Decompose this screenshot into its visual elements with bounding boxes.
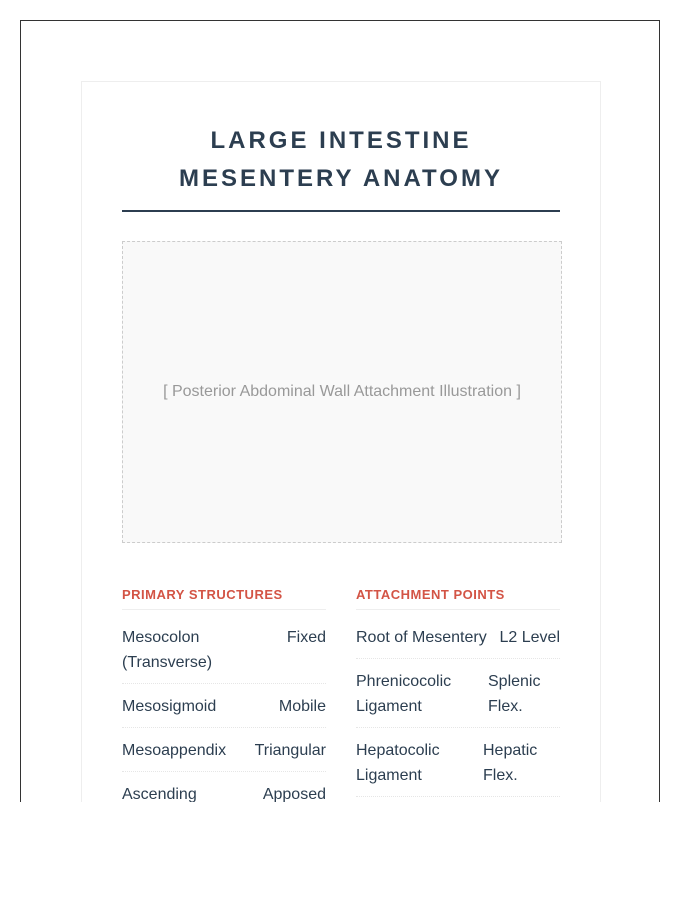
- table-row: [122, 625, 326, 684]
- row-label: Root of Mesentery: [356, 629, 487, 646]
- table-row: [122, 738, 326, 772]
- table-row: [356, 669, 560, 728]
- row-value: Hepatic Flex.: [483, 742, 538, 784]
- row-label: Mesoappendix: [122, 742, 227, 759]
- attachment-points-section: [356, 587, 560, 802]
- page-title: LARGE INTESTINE MESENTERY ANATOMY: [179, 127, 503, 192]
- row-label: Hepatocolic Ligament: [356, 742, 440, 784]
- page-frame: [20, 20, 660, 802]
- row-value: L2 Level: [499, 629, 560, 646]
- table-row: [356, 625, 560, 659]
- row-value: Apposed: [262, 786, 326, 802]
- title-divider: [122, 210, 560, 212]
- table-row: [122, 782, 326, 802]
- table-row: [356, 738, 560, 797]
- illustration-placeholder: [122, 241, 562, 543]
- content-card: [81, 81, 601, 802]
- row-label: Phrenicocolic Ligament: [356, 673, 452, 715]
- primary-structures-heading: PRIMARY STRUCTURES: [122, 587, 326, 610]
- row-value: Splenic Flex.: [488, 673, 541, 715]
- row-label: Mesocolon (Transverse): [122, 629, 213, 671]
- row-value: Mobile: [278, 698, 326, 715]
- attachment-points-heading: ATTACHMENT POINTS: [356, 587, 560, 610]
- illustration-placeholder-text: [ Posterior Abdominal Wall Attachment Illustration ]: [163, 383, 521, 400]
- row-label: Mesosigmoid: [122, 698, 217, 715]
- primary-structures-section: [122, 587, 326, 802]
- row-label: Ascending: [122, 786, 197, 802]
- row-value: Fixed: [286, 629, 326, 646]
- table-row: [122, 694, 326, 728]
- row-value: Triangular: [254, 742, 326, 759]
